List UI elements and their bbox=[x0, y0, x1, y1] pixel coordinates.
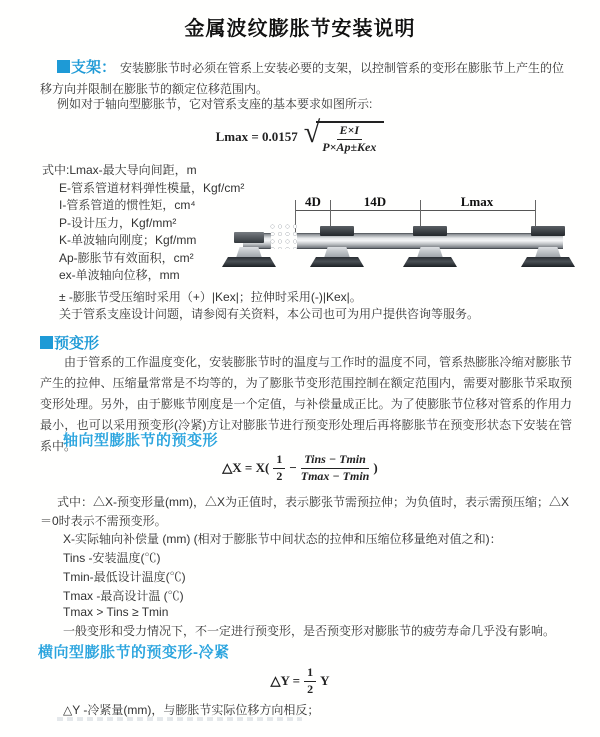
support-pedestal bbox=[324, 247, 350, 258]
square-root-expression bbox=[303, 116, 385, 155]
legend-line: E-管系管道材料弹性模量，Kgf/cm² bbox=[59, 180, 245, 195]
fraction-denominator: 2 bbox=[307, 681, 314, 696]
minus-sign: − bbox=[289, 460, 297, 476]
lmax-formula bbox=[0, 116, 600, 155]
radicand-fraction bbox=[316, 121, 384, 155]
section-bullet-icon bbox=[40, 336, 53, 349]
lateral-subsection-title: 横向型膨胀节的预变形-冷紧 bbox=[38, 644, 230, 661]
legend-line: 式中:Lmax-最大导向间距，m bbox=[42, 163, 197, 177]
legend-line: Ap-膨胀节有效面积，cm² bbox=[59, 250, 194, 265]
plus-minus-note: ± -膨胀节受压缩时采用（+）|Kex|；拉伸时采用(-)|Kex|。 bbox=[59, 289, 362, 304]
lateral-predeform-formula bbox=[0, 666, 600, 697]
section-bullet-icon bbox=[57, 60, 70, 73]
support-base bbox=[222, 257, 276, 267]
legend-line: P-设计压力，Kgf/mm² bbox=[59, 215, 177, 230]
formula-rhs: Y bbox=[320, 673, 330, 689]
legend-line: I-管系管道的惯性矩，cm⁴ bbox=[59, 198, 196, 212]
radical-sign-icon: √ bbox=[303, 116, 321, 149]
support-pedestal bbox=[236, 247, 262, 258]
anchor-support bbox=[232, 193, 288, 273]
support-base bbox=[310, 257, 364, 267]
formula-lhs: Lmax = 0.0157 bbox=[215, 129, 298, 145]
axial-formula-explain: 式中：△X-预变形量(mm)，△X为正值时，表示膨张节需预拉伸；为负值时，表示需预压缩；△X＝0时表示不需预变形。 bbox=[40, 495, 569, 528]
one-half-fraction bbox=[273, 453, 285, 484]
formula-lhs: △X = X( bbox=[222, 460, 270, 476]
anchor-clamp bbox=[234, 232, 264, 243]
pipe-support-diagram bbox=[243, 193, 599, 288]
dimension-label-lmax: Lmax bbox=[457, 194, 498, 210]
fraction-numerator: 1 bbox=[273, 453, 285, 469]
radicand-numerator: E×I bbox=[337, 124, 363, 140]
support-example-line: 例如对于轴向型膨胀节，它对管系支座的基本要求如图所示: bbox=[57, 97, 373, 111]
support-base bbox=[403, 257, 457, 267]
fraction-denominator: 2 bbox=[276, 468, 283, 483]
guide-clamp bbox=[320, 226, 354, 236]
fraction-numerator: Tins − Tmin bbox=[301, 453, 369, 469]
support-pedestal bbox=[535, 247, 561, 258]
legend-line: K-单波轴向刚度；Kgf/mm bbox=[59, 233, 197, 247]
support-heading-label: 支架： bbox=[71, 59, 117, 76]
x-definition-line: X-实际轴向补偿量 (mm) (相对于膨胀节中间状态的拉伸和压缩位移量绝对值之和)： bbox=[63, 532, 502, 546]
support-intro-text: 安装膨胀节时必须在管系上安装必要的支架，以控制管系的变形在膨胀节上产生的位移方向并限制在膨胀节的额定位移范围内。 bbox=[40, 61, 565, 96]
predeform-section-heading bbox=[40, 332, 99, 353]
guide-clamp bbox=[531, 226, 565, 236]
predeform-heading-label: 预变形 bbox=[54, 335, 100, 352]
guide-clamp bbox=[413, 226, 447, 236]
guide-support bbox=[520, 193, 576, 273]
guide-support bbox=[309, 193, 365, 273]
support-section-heading bbox=[57, 59, 116, 76]
dimension-label-4d: 4D bbox=[301, 194, 325, 210]
fraction-denominator: Tmax − Tmin bbox=[300, 468, 370, 483]
axial-predeform-formula bbox=[0, 453, 600, 484]
predeform-paragraph: 由于管系的工作温度变化，安装膨胀节时的温度与工作时的温度不同，管系热膨胀冷缩对膨胀节产生的拉伸、压缩量常常是不均等的，为了膨胀节变形范围控制在额定范围内，需要对膨胀节采取预变形处理。另外，由于膨账节刚度是一个定值，与补偿量成正比。为了使膨胀节位移对管系的作用力最小，也可以采用预变形(冷紧)方让对膨胀节进行预变形处理后再将膨胀节在预变形状态下安装在管系中。 bbox=[40, 355, 572, 453]
formula-lhs: △Y = bbox=[270, 673, 301, 689]
axial-subsection-title: 轴向型膨胀节的预变形 bbox=[63, 432, 219, 449]
tmax-line: Tmax -最高设计温 (℃) bbox=[63, 589, 184, 603]
one-half-fraction bbox=[304, 666, 316, 697]
tmin-line: Tmin-最低设计温度(℃) bbox=[63, 570, 186, 584]
formula-rhs: ) bbox=[373, 460, 378, 476]
legend-line: ex-单波轴向位移，mm bbox=[59, 268, 180, 282]
radicand-denominator: P×Ap±Kex bbox=[322, 139, 377, 154]
lateral-note-line: △Y -冷紧量(mm)，与膨胀节实际位移方向相反； bbox=[63, 703, 320, 717]
dimension-label-14d: 14D bbox=[360, 194, 390, 210]
support-base bbox=[521, 257, 575, 267]
clipped-next-line bbox=[57, 717, 302, 721]
support-pedestal bbox=[417, 247, 443, 258]
axial-note-line: 一般变形和受力情况下，不一定进行预变形，是否预变形对膨胀节的疲劳寿命几乎没有影响。 bbox=[63, 624, 556, 638]
page-title: 金属波纹膨胀节安装说明 bbox=[184, 18, 416, 40]
tins-line: Tins -安装温度(℃) bbox=[63, 551, 161, 565]
guide-support bbox=[402, 193, 458, 273]
temperature-fraction bbox=[301, 453, 370, 484]
temp-inequality-line: Tmax > Tins ≥ Tmin bbox=[63, 605, 169, 619]
consult-note: 关于管系支座设计问题，请参阅有关资料，本公司也可为用户提供咨询等服务。 bbox=[59, 307, 480, 321]
fraction-numerator: 1 bbox=[304, 666, 316, 682]
